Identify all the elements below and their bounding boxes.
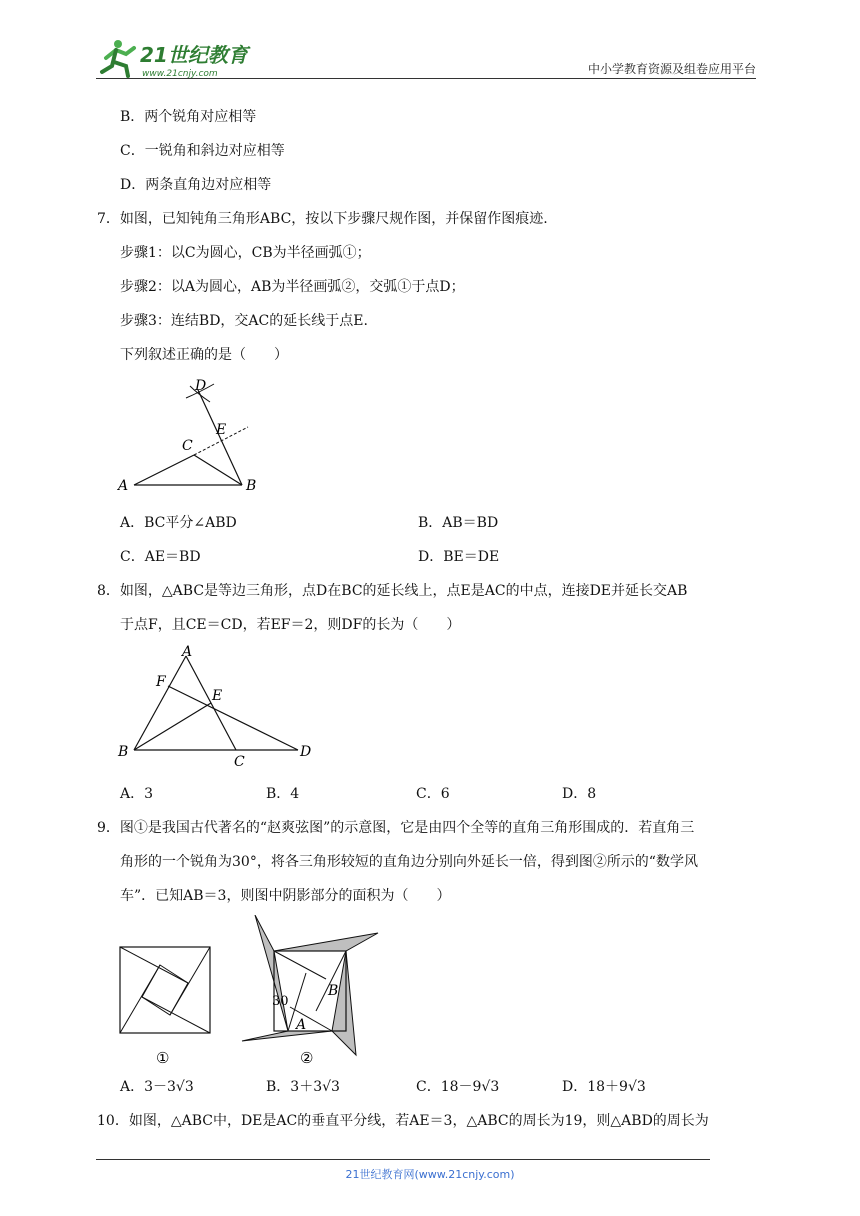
q7-step2: 步骤2：以A为圆心，AB为半径画弧②，交弧①于点D； [120, 279, 465, 295]
q6-option-d: D．两条直角边对应相等 [120, 177, 272, 193]
q8-label-b: B [118, 744, 129, 760]
q8-line2: 于点F，且CE＝CD，若EF＝2，则DF的长为（ ） [120, 617, 461, 633]
q7-stem: 7．如图，已知钝角三角形ABC，按以下步骤尺规作图，并保留作图痕迹. [97, 211, 548, 227]
q7-figure [110, 370, 270, 500]
q7-prompt: 下列叙述正确的是（ ） [120, 347, 288, 363]
q6-option-b: B．两个锐角对应相等 [120, 109, 257, 125]
q9-figure-2-label-b: B [328, 983, 339, 999]
q7-step1: 步骤1：以C为圆心，CB为半径画弧①； [120, 245, 371, 261]
q8-label-f: F [156, 674, 166, 690]
q8-segment-ab [134, 656, 186, 750]
q7-option-d: D．BE＝DE [418, 549, 500, 565]
q9-option-a: A．3－3√3 [120, 1079, 194, 1095]
site-logo [96, 36, 261, 80]
q8-option-d: D．8 [562, 786, 597, 802]
q7-segment-ac [134, 455, 194, 485]
q10-line1: 10．如图，△ABC中，DE是AC的垂直平分线，若AE＝3，△ABC的周长为19，则△ABD的周长为 [97, 1113, 709, 1129]
q9-line1: 9．图①是我国古代著名的“赵爽弦图”的示意图，它是由四个全等的直角三角形围成的．若直角三 [97, 820, 695, 836]
header-divider [96, 78, 756, 79]
q7-label-b: B [246, 478, 257, 494]
q7-option-c: C．AE＝BD [120, 549, 201, 565]
q7-label-e: E [216, 422, 227, 438]
q8-label-a: A [182, 644, 193, 660]
q9-figure-1-label: ① [156, 1049, 170, 1067]
q7-option-a: A．BC平分∠ABD [120, 515, 237, 531]
footer-divider [96, 1159, 710, 1160]
q8-label-c: C [234, 754, 245, 770]
q8-segment-be [134, 703, 211, 750]
footer-link[interactable]: 21世纪教育网(www.21cnjy.com) [345, 1168, 515, 1181]
logo-text: 21世纪教育 [140, 43, 248, 67]
q9-line3: 车”．已知AB＝3，则图中阴影部分的面积为（ ） [120, 888, 451, 904]
q6-option-c: C．一锐角和斜边对应相等 [120, 143, 285, 159]
q7-step3: 步骤3：连结BD，交AC的延长线于点E. [120, 313, 368, 329]
q9-figure-1 [120, 947, 210, 1067]
q8-figure [110, 640, 320, 770]
q9-figure-2-angle: 30 [272, 994, 289, 1009]
q7-label-d: D [195, 378, 207, 394]
platform-title: 中小学教育资源及组卷应用平台 [587, 62, 756, 76]
q9-line2: 角形的一个锐角为30°，将各三角形较短的直角边分别向外延长一倍，得到图②所示的“数学风 [120, 854, 698, 870]
runner-icon [102, 40, 134, 76]
q9-option-b: B．3＋3√3 [266, 1079, 340, 1095]
q7-label-a: A [118, 478, 129, 494]
q8-option-b: B．4 [266, 786, 300, 802]
q9-figure-2-label: ② [300, 1049, 314, 1067]
q7-option-b: B．AB＝BD [418, 515, 499, 531]
q8-label-d: D [300, 744, 312, 760]
q9-figures [110, 915, 390, 1070]
q9-figure-2-label-a: A [296, 1017, 307, 1033]
q8-option-c: C．6 [416, 786, 450, 802]
q8-option-a: A．3 [120, 786, 154, 802]
q9-option-d: D．18＋9√3 [562, 1079, 646, 1095]
q9-figure-2 [242, 915, 378, 1067]
q9-option-c: C．18－9√3 [416, 1079, 500, 1095]
q8-label-e: E [212, 688, 223, 704]
logo-url: www.21cnjy.com [142, 69, 218, 79]
q7-label-c: C [182, 438, 193, 454]
q8-line1: 8．如图，△ABC是等边三角形，点D在BC的延长线上，点E是AC的中点，连接DE并延长交AB [97, 583, 688, 599]
